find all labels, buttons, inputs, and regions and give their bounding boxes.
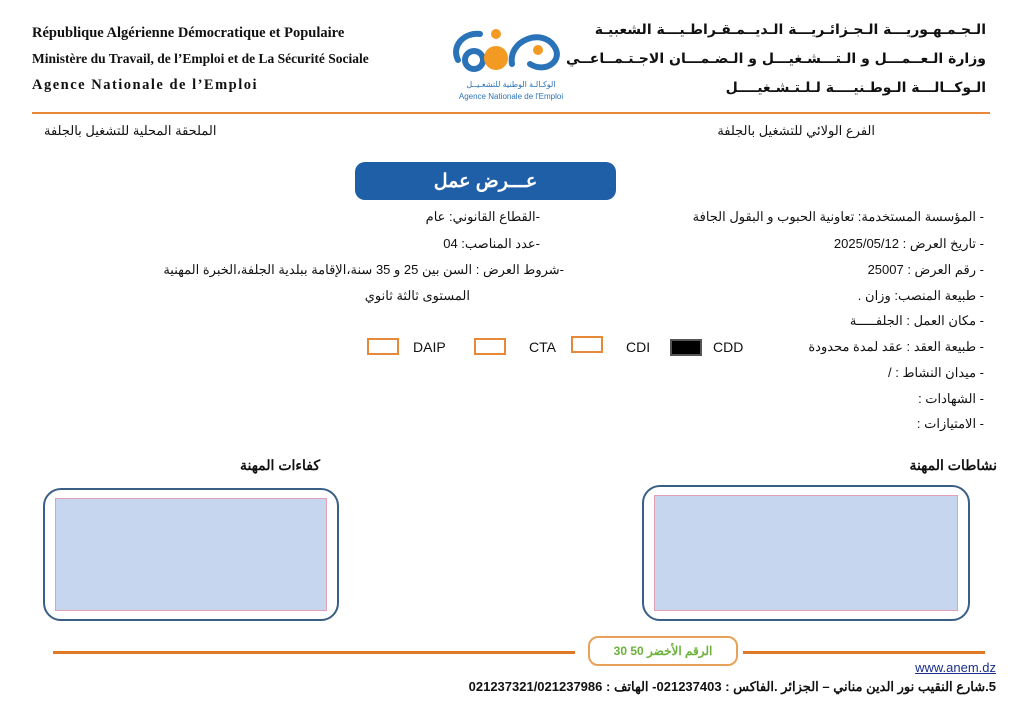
footer-line-right (743, 651, 985, 654)
field-position-type: - طبيعة المنصب: وزان . (857, 288, 984, 303)
header-ar-ministry: وزارة الـعــمـــل و الـتـــشـغيـــل و الـضـمـــان الاجـتـمــاعــي (566, 51, 986, 67)
field-activity-domain: - ميدان النشاط : / (888, 365, 984, 380)
green-number: الرقم الأخضر 50 30 (613, 644, 713, 658)
checkbox-cdi[interactable] (571, 336, 603, 353)
field-education-level: المستوى ثالثة ثانوي (364, 288, 470, 303)
title-banner (355, 162, 616, 200)
job-skills-content (55, 498, 327, 611)
field-legal-sector: -القطاع القانوني: عام (425, 209, 540, 224)
anem-logo-icon (446, 18, 576, 88)
field-offer-number: - رقم العرض : 25007 (867, 262, 984, 277)
field-positions-count: -عدد المناصب: 04 (443, 236, 540, 251)
field-work-place: - مكان العمل : الجلفـــــة (849, 313, 984, 328)
label-cdd: CDD (713, 339, 744, 355)
job-activities-content (654, 495, 958, 611)
field-benefits: - الامتيازات : (916, 416, 984, 431)
label-daip: DAIP (413, 339, 446, 355)
logo-french-text: Agence Nationale de l'Emploi (458, 92, 564, 101)
label-cta: CTA (529, 339, 556, 355)
green-number-badge (588, 636, 738, 666)
header-divider (32, 112, 990, 114)
job-activities-panel[interactable] (642, 485, 970, 621)
branch-wilaya: الفرع الولائي للتشغيل بالجلفة (717, 123, 875, 138)
footer-line-left (53, 651, 575, 654)
footer-address: 5.شارع النقيب نور الدين مناني – الجزائر .الفاكس : 021237403- الهاتف : 021237321/021237986 (468, 679, 996, 694)
job-skills-panel[interactable] (43, 488, 339, 621)
heading-job-activities: نشاطات المهنة (909, 457, 997, 473)
branch-local-annex: الملحقة المحلية للتشغيل بالجلفة (44, 123, 217, 138)
header-fr-agency: Agence Nationale de l’Emploi (32, 77, 259, 93)
heading-job-skills: كفاءات المهنة (240, 457, 320, 473)
field-contract-type: - طبيعة العقد : عقد لمدة محدودة (808, 339, 984, 354)
website-link[interactable]: www.anem.dz (915, 660, 996, 675)
page-title: عـــرض عمل (433, 170, 538, 192)
checkbox-cdd[interactable] (670, 339, 702, 356)
field-offer-conditions: -شروط العرض : السن بين 25 و 35 سنة،الإقامة ببلدية الجلفة،الخبرة المهنية (163, 262, 564, 277)
field-offer-date: - تاريخ العرض : 2025/05/12 (833, 236, 984, 251)
checkbox-cta[interactable] (474, 338, 506, 355)
field-certificates: - الشهادات : (918, 391, 984, 406)
label-cdi: CDI (626, 339, 651, 355)
checkbox-daip[interactable] (367, 338, 399, 355)
header-fr-republic: République Algérienne Démocratique et Populaire (32, 25, 345, 41)
header-ar-republic: الـجـمـهـوريـــة الـجـزائـريـــة الـديــمـقـراطـيـــة الشعبيـة (594, 22, 986, 38)
anem-logo (446, 18, 576, 106)
header-ar-agency: الـوكــالـــة الـوطـنيــــة لـلـتـشـغيــــل (725, 80, 986, 96)
field-employer: - المؤسسة المستخدمة: تعاونية الحبوب و البقول الجافة (692, 209, 984, 224)
header-fr-ministry: Ministère du Travail, de l’Emploi et de La Sécurité Sociale (32, 51, 369, 66)
logo-arabic-text: الوكـالـة الوطنية للتشغـيــل (466, 80, 556, 89)
